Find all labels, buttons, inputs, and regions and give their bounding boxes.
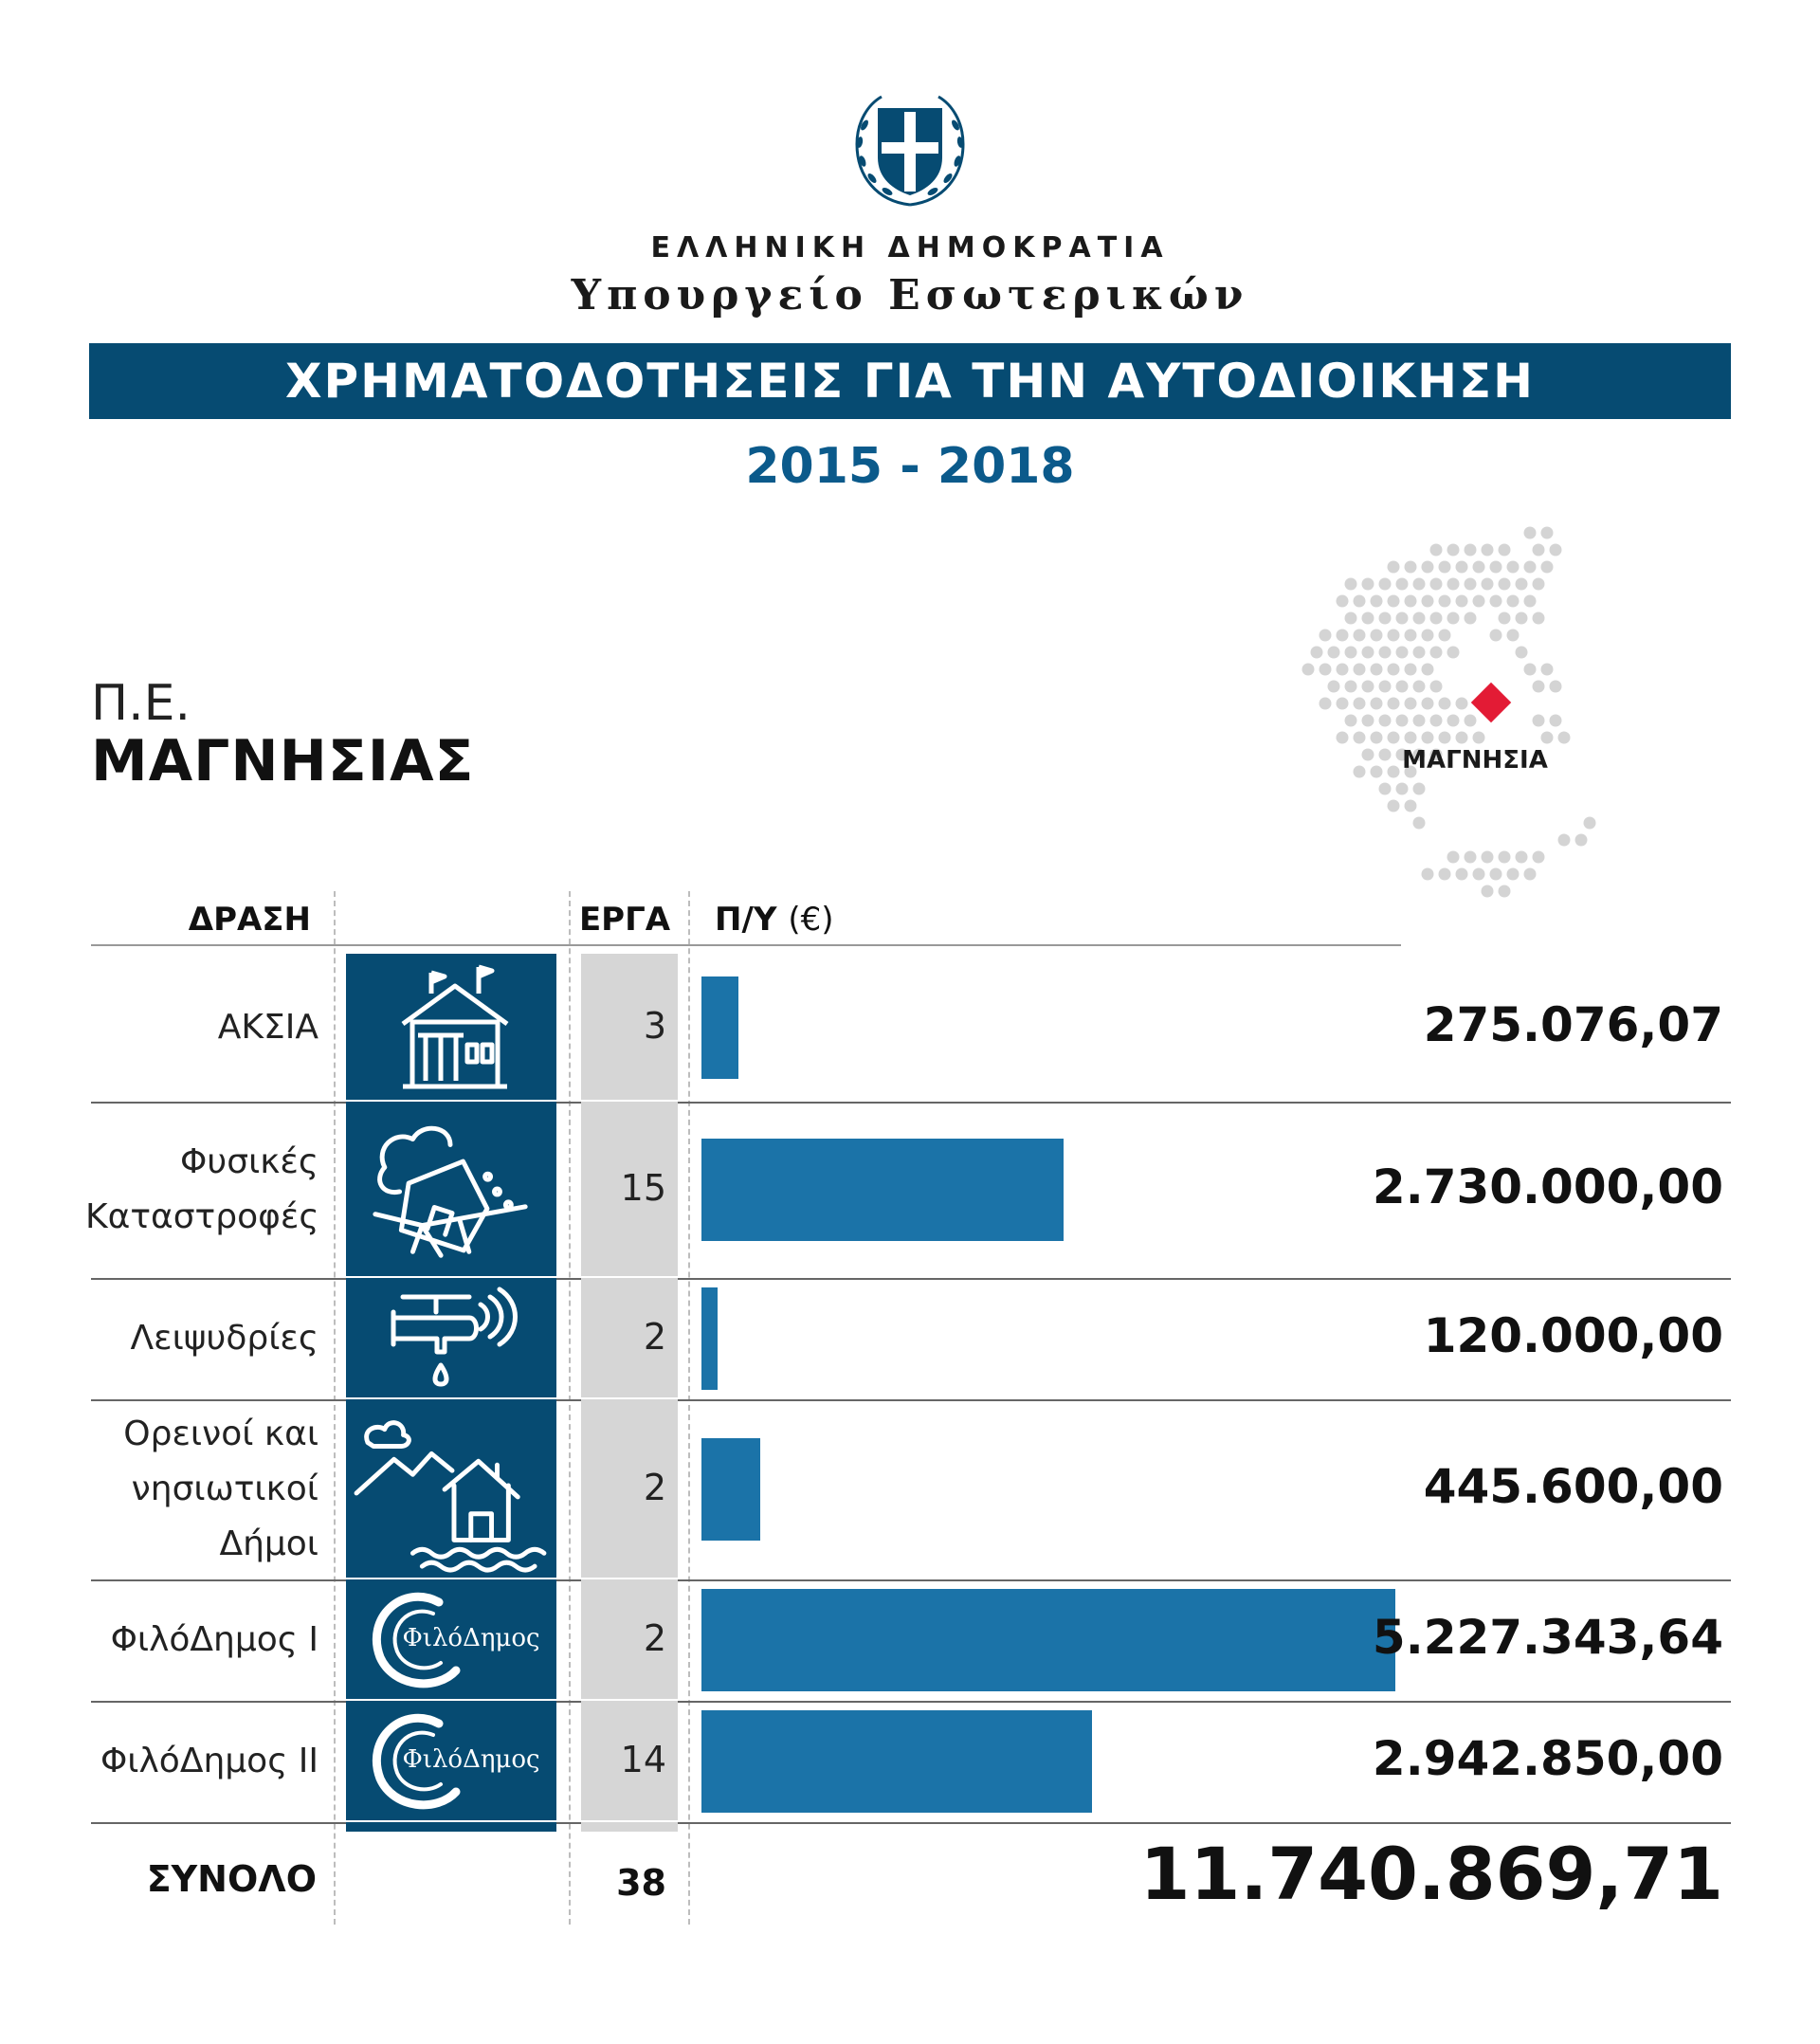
greek-coat-of-arms-icon	[844, 83, 976, 216]
map-dot	[1371, 595, 1383, 608]
map-dot	[1345, 715, 1357, 727]
map-dot	[1388, 698, 1400, 710]
greece-dot-map	[1289, 512, 1706, 986]
action-label-line: νησιωτικοί	[131, 1469, 318, 1508]
map-dot	[1584, 817, 1596, 830]
map-dot	[1371, 630, 1383, 642]
map-dot	[1354, 698, 1366, 710]
map-dot	[1490, 561, 1502, 574]
action-label	[85, 1734, 318, 1789]
map-dot	[1473, 561, 1485, 574]
map-dot	[1430, 544, 1443, 557]
map-dot	[1379, 681, 1392, 693]
map-dot	[1430, 612, 1443, 625]
action-label-line: Ορεινοί και	[123, 1414, 318, 1453]
map-dot	[1507, 561, 1520, 574]
map-dot	[1439, 732, 1451, 744]
map-dot	[1388, 595, 1400, 608]
total-amount: 11.740.869,71	[1139, 1832, 1723, 1916]
map-dot	[1354, 732, 1366, 744]
map-dot	[1345, 612, 1357, 625]
map-dot	[1379, 647, 1392, 659]
map-dot	[1499, 612, 1511, 625]
map-dot	[1430, 715, 1443, 727]
column-separator	[688, 891, 690, 1925]
map-dot	[1362, 749, 1374, 761]
total-label: ΣΥΝΟΛΟ	[146, 1858, 317, 1900]
budget-amount: 5.227.343,64	[1372, 1610, 1723, 1665]
budget-amount: 120.000,00	[1423, 1308, 1723, 1363]
map-dot	[1499, 578, 1511, 591]
map-dot	[1405, 561, 1417, 574]
column-header-budget	[715, 901, 834, 939]
map-dot	[1422, 595, 1434, 608]
map-dot	[1439, 630, 1451, 642]
map-dot	[1473, 595, 1485, 608]
region-marker	[1471, 683, 1511, 722]
action-icon-cell	[346, 954, 556, 1100]
column-header-projects: ΕΡΓΑ	[578, 901, 671, 939]
map-dot	[1396, 783, 1409, 795]
row-divider	[91, 1278, 1731, 1280]
map-dot	[1379, 578, 1392, 591]
map-dot	[1345, 578, 1357, 591]
map-dot	[1490, 630, 1502, 642]
map-dot	[1328, 681, 1340, 693]
map-dot	[1447, 851, 1460, 864]
map-dot	[1482, 885, 1494, 898]
map-dot	[1533, 681, 1545, 693]
map-dot	[1482, 544, 1494, 557]
map-dot	[1482, 851, 1494, 864]
map-dot	[1490, 868, 1502, 881]
map-dot	[1422, 732, 1434, 744]
map-dot	[1541, 561, 1554, 574]
map-dot	[1388, 800, 1400, 812]
map-dot	[1482, 578, 1494, 591]
year-range: 2015 - 2018	[745, 438, 1075, 495]
projects-count: 3	[643, 1005, 666, 1047]
map-dot	[1550, 681, 1562, 693]
map-dot	[1524, 664, 1537, 676]
ministry-name: Υπουργείο Εσωτερικών	[571, 271, 1249, 319]
budget-amount: 275.076,07	[1423, 997, 1723, 1052]
map-dot	[1396, 681, 1409, 693]
map-dot	[1354, 766, 1366, 778]
projects-count: 14	[620, 1739, 666, 1780]
map-dot	[1413, 612, 1426, 625]
page-title-banner: ΧΡΗΜΑΤΟΔΟΤΗΣΕΙΣ ΓΙΑ ΤΗΝ ΑΥΤΟΔΙΟΙΚΗΣΗ	[89, 343, 1731, 419]
budget-label: Π/Υ	[715, 901, 777, 939]
map-dot	[1558, 834, 1571, 847]
map-dot	[1388, 664, 1400, 676]
filodimos-logo-icon	[346, 1579, 556, 1699]
map-dot	[1388, 766, 1400, 778]
region-prefix: Π.Ε.	[91, 675, 191, 732]
map-dot	[1396, 612, 1409, 625]
map-dot	[1422, 664, 1434, 676]
column-separator	[334, 891, 336, 1925]
map-dot	[1456, 561, 1468, 574]
map-dot	[1439, 561, 1451, 574]
map-dot	[1354, 664, 1366, 676]
map-dot	[1362, 681, 1374, 693]
map-dot	[1490, 595, 1502, 608]
map-dot	[1320, 630, 1332, 642]
map-dot	[1413, 783, 1426, 795]
map-dot	[1456, 732, 1468, 744]
map-dot	[1379, 612, 1392, 625]
map-dot	[1396, 578, 1409, 591]
map-dot	[1499, 544, 1511, 557]
budget-unit: (€)	[788, 901, 834, 939]
row-divider	[91, 1701, 1731, 1703]
town-hall-icon	[346, 954, 556, 1100]
action-label-line: Λειψυδρίες	[130, 1319, 318, 1358]
budget-amount: 2.730.000,00	[1372, 1159, 1723, 1214]
map-dot	[1371, 664, 1383, 676]
map-dot	[1413, 681, 1426, 693]
budget-bar	[701, 1287, 718, 1390]
natural-disaster-icon	[346, 1102, 556, 1276]
map-dot	[1337, 698, 1349, 710]
column-separator	[569, 891, 571, 1925]
row-divider	[91, 1399, 1731, 1401]
projects-count: 2	[643, 1467, 666, 1508]
map-dot	[1447, 578, 1460, 591]
map-dot	[1362, 612, 1374, 625]
water-tap-icon	[346, 1278, 556, 1397]
action-label	[85, 1311, 318, 1366]
map-dot	[1465, 715, 1477, 727]
map-dot	[1396, 715, 1409, 727]
logo-text: ΦιλόΔημος	[402, 1624, 540, 1652]
map-dot	[1447, 647, 1460, 659]
map-dot	[1337, 630, 1349, 642]
map-dot	[1516, 647, 1528, 659]
map-dot	[1413, 578, 1426, 591]
action-icon-cell	[346, 1399, 556, 1578]
map-dot	[1405, 595, 1417, 608]
map-dot	[1430, 647, 1443, 659]
map-dot	[1473, 732, 1485, 744]
budget-bar	[701, 1710, 1092, 1813]
map-dot	[1337, 732, 1349, 744]
action-label-line: ΦιλόΔημος I	[110, 1620, 318, 1659]
map-dot	[1362, 647, 1374, 659]
map-dot	[1456, 868, 1468, 881]
map-dot	[1422, 698, 1434, 710]
projects-column-footer	[581, 1822, 678, 1832]
projects-count: 15	[620, 1167, 666, 1209]
map-dot	[1465, 612, 1477, 625]
map-dot	[1354, 630, 1366, 642]
map-dot	[1320, 698, 1332, 710]
map-dot	[1516, 578, 1528, 591]
map-dot	[1439, 868, 1451, 881]
map-dot	[1456, 698, 1468, 710]
map-dot	[1465, 544, 1477, 557]
action-icon-cell	[346, 1102, 556, 1276]
map-dot	[1371, 732, 1383, 744]
action-label	[85, 1000, 318, 1055]
map-dot	[1558, 732, 1571, 744]
map-dot	[1456, 595, 1468, 608]
map-dot	[1379, 715, 1392, 727]
map-dot	[1413, 647, 1426, 659]
map-dot	[1465, 851, 1477, 864]
map-dot	[1507, 868, 1520, 881]
map-dot	[1507, 595, 1520, 608]
map-dot	[1388, 732, 1400, 744]
map-dot	[1447, 612, 1460, 625]
map-dot	[1345, 681, 1357, 693]
map-dot	[1422, 868, 1434, 881]
map-dot	[1362, 578, 1374, 591]
map-dot	[1541, 664, 1554, 676]
map-dot	[1362, 715, 1374, 727]
map-dot	[1422, 561, 1434, 574]
action-icon-cell	[346, 1701, 556, 1820]
map-dot	[1379, 783, 1392, 795]
budget-amount: 2.942.850,00	[1372, 1731, 1723, 1786]
logo-text: ΦιλόΔημος	[402, 1745, 540, 1774]
map-dot	[1541, 527, 1554, 539]
map-dot	[1337, 664, 1349, 676]
map-dot	[1507, 630, 1520, 642]
row-divider	[91, 1822, 1731, 1824]
map-dot	[1524, 561, 1537, 574]
budget-bar	[701, 1139, 1064, 1241]
column-header-action: ΔΡΑΣΗ	[188, 901, 311, 939]
map-dot	[1388, 561, 1400, 574]
map-dot	[1379, 749, 1392, 761]
map-dot	[1575, 834, 1588, 847]
action-icon-cell	[346, 1579, 556, 1699]
projects-count: 2	[643, 1617, 666, 1659]
map-dot	[1354, 595, 1366, 608]
map-dot	[1405, 732, 1417, 744]
map-dot	[1533, 612, 1545, 625]
filodimos-logo-icon	[346, 1701, 556, 1820]
map-dot	[1311, 647, 1323, 659]
action-label-line: Φυσικές	[180, 1142, 318, 1181]
map-dot	[1524, 868, 1537, 881]
map-dot	[1550, 544, 1562, 557]
map-region-label: ΜΑΓΝΗΣΙΑ	[1402, 746, 1548, 775]
map-dot	[1405, 664, 1417, 676]
map-dot	[1302, 664, 1315, 676]
budget-bar	[701, 976, 738, 1079]
icon-column-footer	[346, 1822, 556, 1832]
map-dot	[1473, 868, 1485, 881]
map-dot	[1345, 647, 1357, 659]
map-dot	[1371, 766, 1383, 778]
action-label	[85, 1135, 318, 1245]
map-dot	[1516, 612, 1528, 625]
map-dot	[1396, 647, 1409, 659]
map-dot	[1430, 578, 1443, 591]
map-dot	[1405, 698, 1417, 710]
action-label-line: ΦιλόΔημος II	[100, 1742, 318, 1780]
map-dot	[1499, 885, 1511, 898]
country-name: ΕΛΛΗΝΙΚΗ ΔΗΜΟΚΡΑΤΙΑ	[650, 231, 1170, 265]
budget-amount: 445.600,00	[1423, 1459, 1723, 1514]
row-divider	[91, 1579, 1731, 1581]
map-dot	[1524, 595, 1537, 608]
action-label-line: Δήμοι	[219, 1524, 318, 1563]
map-dot	[1337, 595, 1349, 608]
total-projects: 38	[616, 1862, 666, 1904]
map-dot	[1413, 817, 1426, 830]
map-dot	[1465, 578, 1477, 591]
action-label	[85, 1407, 318, 1572]
map-dot	[1405, 800, 1417, 812]
map-dot	[1413, 715, 1426, 727]
map-dot	[1430, 681, 1443, 693]
map-dot	[1439, 595, 1451, 608]
projects-count: 2	[643, 1316, 666, 1358]
map-dot	[1533, 715, 1545, 727]
action-label-line: Καταστροφές	[85, 1197, 319, 1236]
map-dot	[1447, 544, 1460, 557]
map-dot	[1422, 630, 1434, 642]
budget-bar	[701, 1589, 1395, 1691]
map-dot	[1533, 544, 1545, 557]
mountain-island-house-icon	[346, 1399, 556, 1578]
header-divider	[91, 944, 1401, 946]
map-dot	[1328, 647, 1340, 659]
map-dot	[1405, 630, 1417, 642]
action-icon-cell	[346, 1278, 556, 1397]
action-label-line: ΑΚΣΙΑ	[217, 1008, 318, 1047]
map-dot	[1388, 630, 1400, 642]
map-dot	[1533, 578, 1545, 591]
action-label	[85, 1613, 318, 1668]
map-dot	[1371, 698, 1383, 710]
map-dot	[1439, 698, 1451, 710]
map-dot	[1516, 851, 1528, 864]
map-dot	[1550, 715, 1562, 727]
region-name: ΜΑΓΝΗΣΙΑΣ	[91, 728, 475, 794]
map-dot	[1499, 851, 1511, 864]
map-dot	[1524, 527, 1537, 539]
map-dot	[1541, 732, 1554, 744]
budget-bar	[701, 1438, 760, 1541]
map-dot	[1447, 715, 1460, 727]
map-dot	[1533, 851, 1545, 864]
row-divider	[91, 1102, 1731, 1104]
map-dot	[1320, 664, 1332, 676]
